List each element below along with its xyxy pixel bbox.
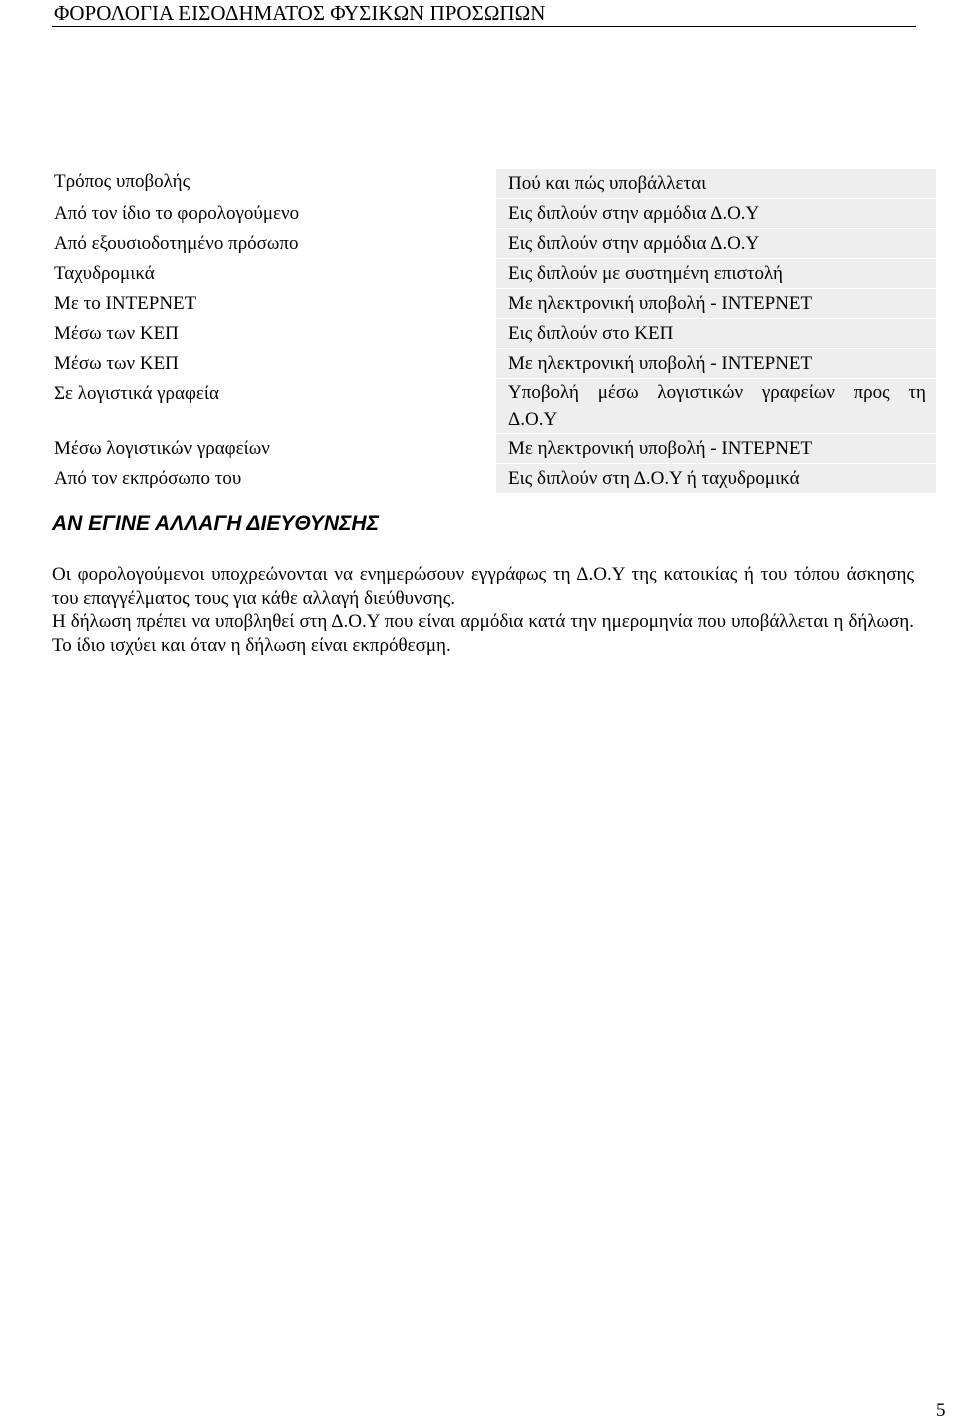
table-cell-method: Μέσω των ΚΕΠ (54, 323, 179, 344)
paragraph-notify-change: Οι φορολογούμενοι υποχρεώνονται να ενημερώσουν εγγράφως τη Δ.Ο.Υ της κατοικίας ή του τόπου άσκησης του επαγγέλματος τους για κάθε αλλαγή διεύθυνσης. (52, 564, 914, 609)
table-cell-where-how: Εις διπλούν με συστημένη επιστολή (496, 259, 936, 289)
table-header-row (52, 167, 938, 199)
column-header-where-how: Πού και πώς υποβάλλεται (496, 167, 936, 199)
page-header (52, 0, 916, 27)
table-cell-method: Ταχυδρομικά (54, 263, 155, 284)
table-row (52, 464, 938, 494)
table-cell-method: Μέσω λογιστικών γραφείων (54, 438, 270, 459)
table-row (52, 199, 938, 229)
table-cell-where-how: Με ηλεκτρονική υποβολή - ΙΝΤΕΡΝΕΤ (496, 349, 936, 379)
table-row (52, 229, 938, 259)
table-cell-method: Από τον εκπρόσωπο του (54, 468, 242, 489)
table-row (52, 434, 938, 464)
table-row (52, 259, 938, 289)
table-cell-where-how: Εις διπλούν στη Δ.Ο.Υ ή ταχυδρομικά (496, 464, 936, 494)
table-cell-where-how: Με ηλεκτρονική υποβολή - ΙΝΤΕΡΝΕΤ (496, 434, 936, 464)
table-cell-line: Δ.Ο.Υ (508, 409, 558, 430)
table-cell-where-how: Εις διπλούν στο ΚΕΠ (496, 319, 936, 349)
column-header-method: Τρόπος υποβολής (54, 171, 191, 192)
table-cell-line: Υποβολή μέσω λογιστικών γραφείων προς τη (508, 382, 926, 403)
table-row (52, 289, 938, 319)
table-cell-where-how (496, 379, 936, 434)
table-row (52, 319, 938, 349)
table-cell-method: Με το ΙΝΤΕΡΝΕΤ (54, 293, 197, 314)
table-cell-method: Από εξουσιοδοτημένο πρόσωπο (54, 233, 299, 254)
table-cell-method: Σε λογιστικά γραφεία (54, 383, 219, 404)
table-cell-where-how: Εις διπλούν στην αρμόδια Δ.Ο.Υ (496, 229, 936, 259)
page-header-title: ΦΟΡΟΛΟΓΙΑ ΕΙΣΟΔΗΜΑΤΟΣ ΦΥΣΙΚΩΝ ΠΡΟΣΩΠΩΝ (54, 1, 546, 25)
submission-methods-table (52, 167, 938, 494)
table-row (52, 379, 938, 434)
table-row (52, 349, 938, 379)
table-cell-method: Μέσω των ΚΕΠ (54, 353, 179, 374)
section-heading-address-change: ΑΝ ΕΓΙΝΕ ΑΛΛΑΓΗ ΔΙΕΥΘΥΝΣΗΣ (52, 512, 379, 535)
address-change-body (52, 563, 914, 657)
paragraph-competent-office: Η δήλωση πρέπει να υποβληθεί στη Δ.Ο.Υ που είναι αρμόδια κατά την ημερομηνία που υποβάλλεται η δήλωση. Το ίδιο ισχύει και όταν η δήλωση είναι εκπρόθεσμη. (52, 611, 914, 656)
table-cell-where-how: Εις διπλούν στην αρμόδια Δ.Ο.Υ (496, 199, 936, 229)
table-cell-method: Από τον ίδιο το φορολογούμενο (54, 203, 300, 224)
table-cell-where-how: Με ηλεκτρονική υποβολή - ΙΝΤΕΡΝΕΤ (496, 289, 936, 319)
page-number: 5 (936, 1400, 946, 1421)
